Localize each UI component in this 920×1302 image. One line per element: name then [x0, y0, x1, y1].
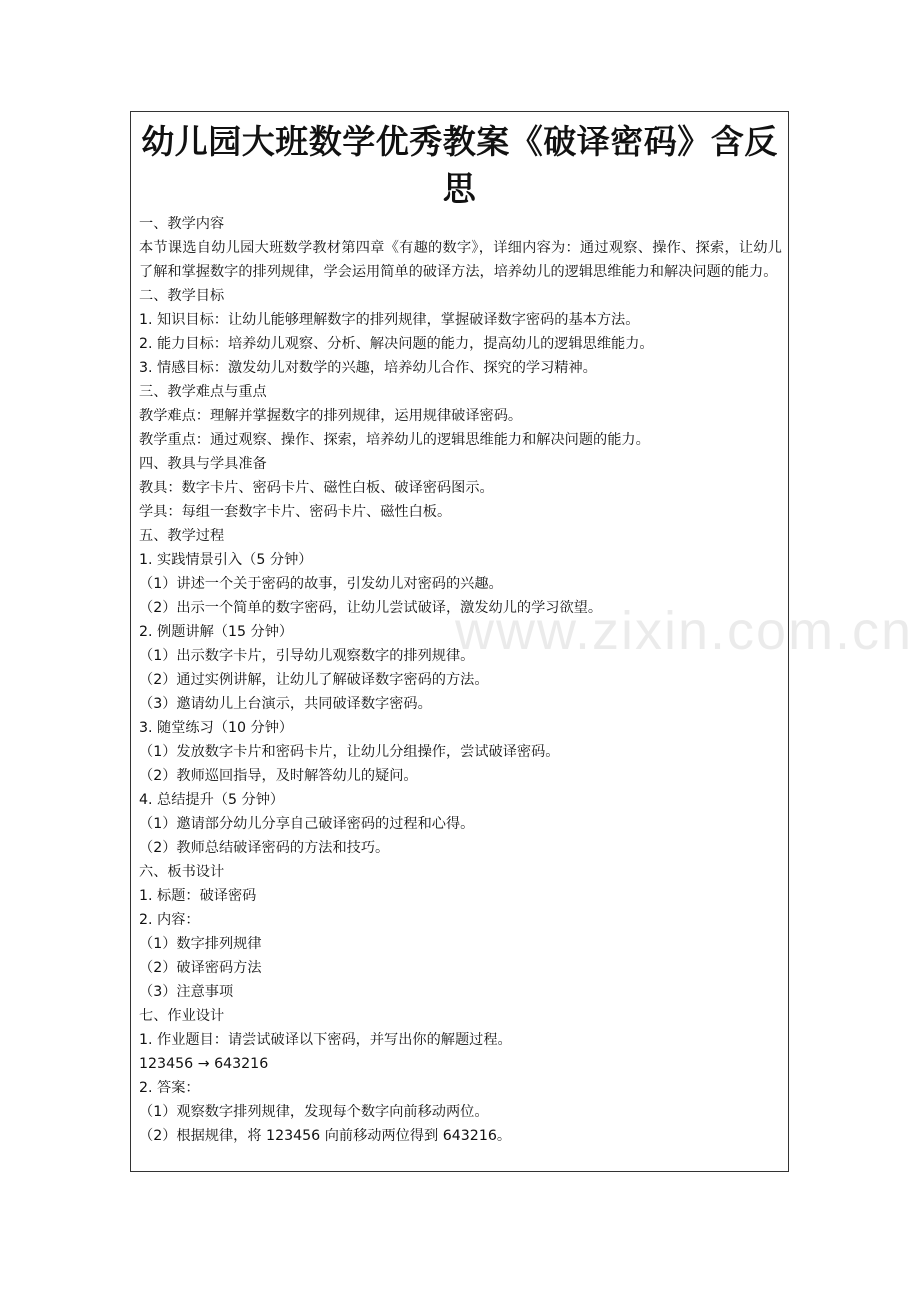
section-heading: 二、教学目标: [139, 288, 225, 304]
list-item: （1）邀请部分幼儿分享自己破译密码的过程和心得。: [139, 816, 475, 832]
list-item: 2. 答案：: [139, 1080, 200, 1096]
document-body: [131, 212, 788, 1148]
list-item: （2）出示一个简单的数字密码，让幼儿尝试破译，激发幼儿的学习欲望。: [139, 600, 603, 616]
list-item: （2）教师巡回指导，及时解答幼儿的疑问。: [139, 768, 418, 784]
watermark: www.zixin.com.cn: [455, 601, 914, 661]
list-item: （1）发放数字卡片和密码卡片，让幼儿分组操作，尝试破译密码。: [139, 744, 560, 760]
section-heading: 五、教学过程: [139, 528, 225, 544]
list-item: 2. 能力目标：培养幼儿观察、分析、解决问题的能力，提高幼儿的逻辑思维能力。: [139, 336, 654, 352]
section-heading: 三、教学难点与重点: [139, 384, 267, 400]
list-item: （2）通过实例讲解，让幼儿了解破译数字密码的方法。: [139, 672, 489, 688]
document-frame: [130, 111, 789, 1172]
list-item: 3. 随堂练习（10 分钟）: [139, 720, 294, 736]
section-heading: 七、作业设计: [139, 1008, 225, 1024]
list-item: （2）破译密码方法: [139, 960, 262, 976]
list-item: （1）数字排列规律: [139, 936, 262, 952]
list-item: 教学重点：通过观察、操作、探索，培养幼儿的逻辑思维能力和解决问题的能力。: [139, 432, 650, 448]
list-item: 1. 标题：破译密码: [139, 888, 257, 904]
list-item: 2. 内容：: [139, 912, 200, 928]
list-item: 1. 实践情景引入（5 分钟）: [139, 552, 313, 568]
paragraph: 本节课选自幼儿园大班数学教材第四章《有趣的数字》，详细内容为：通过观察、操作、探索，让幼儿了解和掌握数字的排列规律，学会运用简单的破译方法，培养幼儿的逻辑思维能力和解决问题的能力。: [139, 240, 782, 280]
list-item: （3）邀请幼儿上台演示，共同破译数字密码。: [139, 696, 432, 712]
list-item: （2）根据规律，将 123456 向前移动两位得到 643216。: [139, 1128, 512, 1144]
list-item: 123456 → 643216: [139, 1056, 269, 1072]
list-item: 教具：数字卡片、密码卡片、磁性白板、破译密码图示。: [139, 480, 494, 496]
list-item: （3）注意事项: [139, 984, 234, 1000]
list-item: （1）观察数字排列规律，发现每个数字向前移动两位。: [139, 1104, 489, 1120]
list-item: 1. 知识目标：让幼儿能够理解数字的排列规律，掌握破译数字密码的基本方法。: [139, 312, 640, 328]
list-item: 1. 作业题目：请尝试破译以下密码，并写出你的解题过程。: [139, 1032, 512, 1048]
list-item: （1）出示数字卡片，引导幼儿观察数字的排列规律。: [139, 648, 475, 664]
list-item: 教学难点：理解并掌握数字的排列规律，运用规律破译密码。: [139, 408, 523, 424]
section-heading: 一、教学内容: [139, 216, 225, 232]
list-item: 2. 例题讲解（15 分钟）: [139, 624, 294, 640]
list-item: 4. 总结提升（5 分钟）: [139, 792, 285, 808]
list-item: （2）教师总结破译密码的方法和技巧。: [139, 840, 390, 856]
section-heading: 六、板书设计: [139, 864, 225, 880]
list-item: 3. 情感目标：激发幼儿对数学的兴趣，培养幼儿合作、探究的学习精神。: [139, 360, 597, 376]
document-title: 幼儿园大班数学优秀教案《破译密码》含反思: [141, 122, 778, 208]
list-item: （1）讲述一个关于密码的故事，引发幼儿对密码的兴趣。: [139, 576, 503, 592]
list-item: 学具：每组一套数字卡片、密码卡片、磁性白板。: [139, 504, 452, 520]
section-heading: 四、教具与学具准备: [139, 456, 267, 472]
